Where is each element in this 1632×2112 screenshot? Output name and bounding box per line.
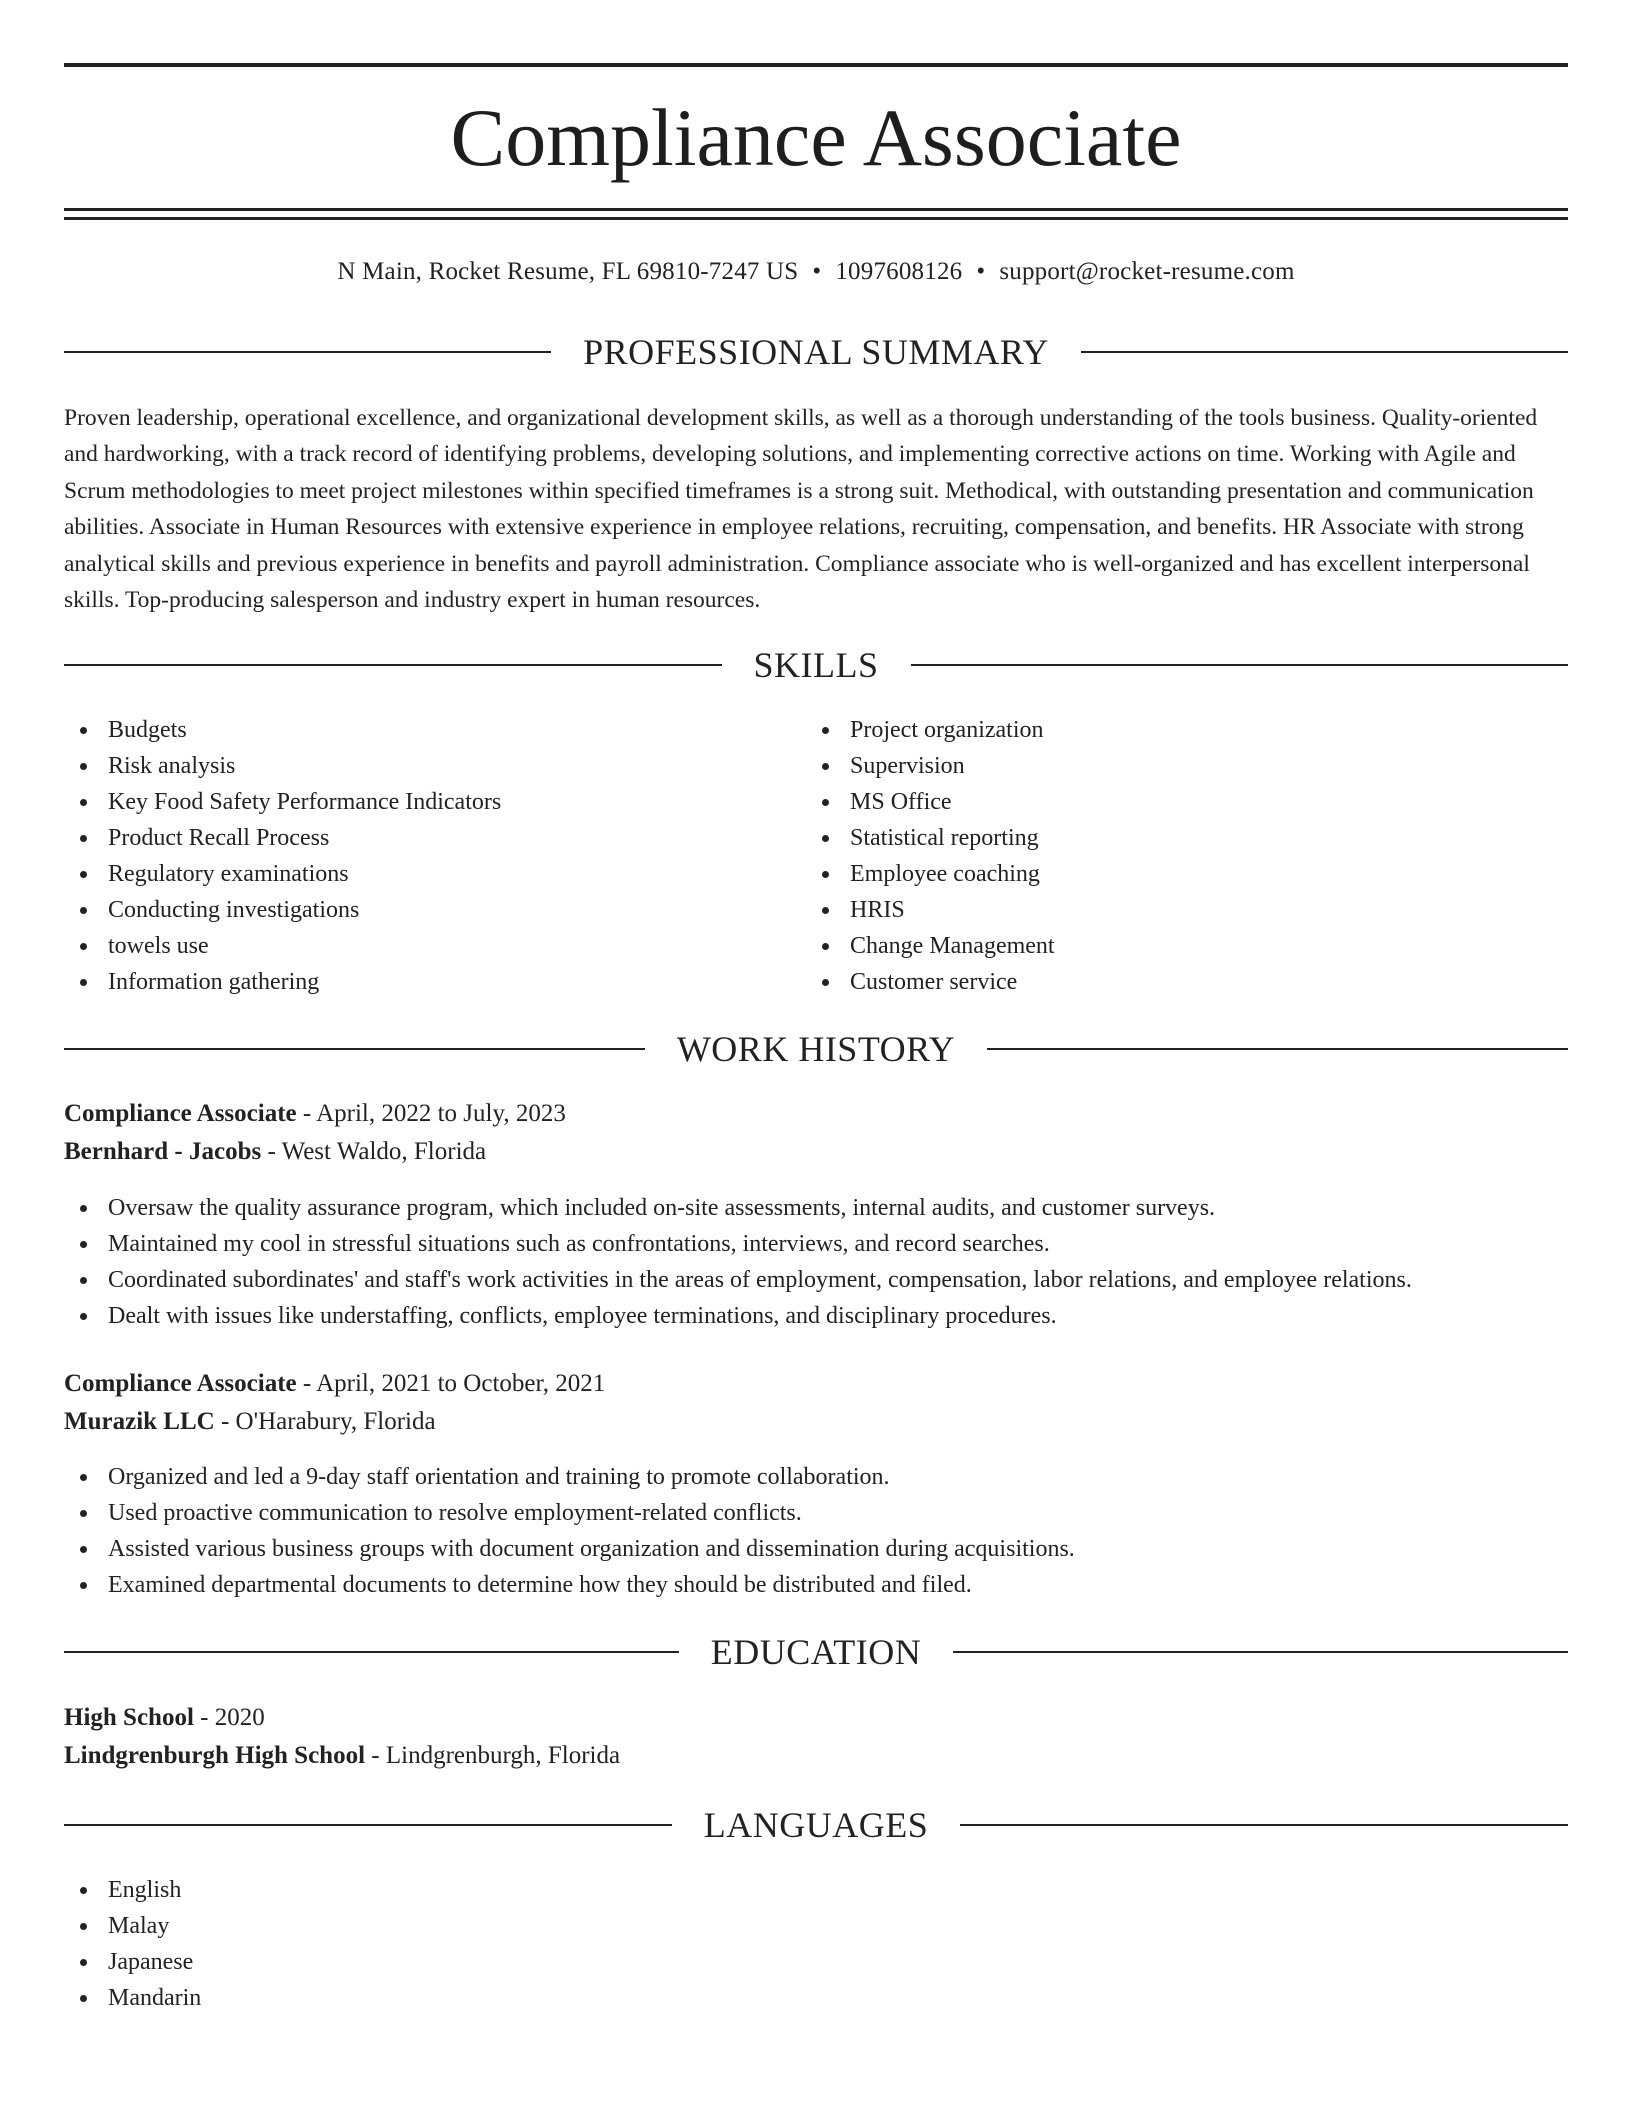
job-company: Bernhard - Jacobs [64, 1138, 262, 1165]
job-title: Compliance Associate [64, 1370, 297, 1397]
section-title: SKILLS [753, 645, 879, 685]
education-year: - 2020 [193, 1704, 265, 1731]
heading-rule [987, 1048, 1568, 1050]
language-item: English [64, 1872, 1568, 1908]
job-bullets [64, 1459, 1568, 1603]
title-double-rule [64, 208, 1568, 220]
job-title-line [64, 1096, 1568, 1132]
skill-item: Change Management [806, 928, 1506, 964]
job-bullet: Examined departmental documents to determine how they should be distributed and filed. [64, 1567, 1568, 1603]
education-school: Lindgrenburgh High School [64, 1742, 366, 1769]
skill-item: towels use [64, 928, 764, 964]
skill-item: Regulatory examinations [64, 856, 764, 892]
job-bullet: Oversaw the quality assurance program, which included on-site assessments, internal audits, and customer surveys. [64, 1190, 1568, 1226]
section-title: LANGUAGES [703, 1805, 929, 1845]
top-rule [64, 63, 1568, 67]
skill-item: Employee coaching [806, 856, 1506, 892]
skill-item: Statistical reporting [806, 820, 1506, 856]
skill-item: Budgets [64, 712, 764, 748]
section-heading-summary [64, 330, 1568, 374]
heading-rule [64, 351, 551, 353]
skill-item: Project organization [806, 712, 1506, 748]
section-heading-languages [64, 1803, 1568, 1847]
job-bullet: Dealt with issues like understaffing, conflicts, employee terminations, and disciplinary procedures. [64, 1298, 1568, 1334]
job-location: - West Waldo, Florida [261, 1138, 487, 1165]
language-item: Mandarin [64, 1980, 1568, 2016]
job-bullet: Coordinated subordinates' and staff's work activities in the areas of employment, compensation, labor relations, and employee relations. [64, 1262, 1568, 1298]
contact-address: N Main, Rocket Resume, FL 69810-7247 US [337, 258, 799, 285]
section-title: WORK HISTORY [676, 1029, 956, 1069]
heading-rule [1081, 351, 1568, 353]
heading-rule [64, 1048, 645, 1050]
heading-rule [64, 1824, 672, 1826]
heading-rule [64, 1651, 679, 1653]
job-bullet: Maintained my cool in stressful situations such as confrontations, interviews, and record searches. [64, 1226, 1568, 1262]
skills-list-right [806, 712, 1506, 1000]
job-company-line [64, 1404, 1568, 1440]
skill-item: Information gathering [64, 964, 764, 1000]
section-title: PROFESSIONAL SUMMARY [583, 332, 1049, 372]
language-item: Malay [64, 1908, 1568, 1944]
heading-rule [953, 1651, 1568, 1653]
skill-item: Product Recall Process [64, 820, 764, 856]
section-heading-education [64, 1630, 1568, 1674]
job-location: - O'Harabury, Florida [214, 1408, 436, 1435]
section-title: EDUCATION [710, 1632, 922, 1672]
job-bullet: Organized and led a 9-day staff orientation and training to promote collaboration. [64, 1459, 1568, 1495]
job-company-line [64, 1134, 1568, 1170]
job-bullet: Used proactive communication to resolve employment-related conflicts. [64, 1495, 1568, 1531]
job-dates: - April, 2021 to October, 2021 [296, 1370, 606, 1397]
contact-separator: • [812, 258, 822, 285]
job-company: Murazik LLC [64, 1408, 215, 1435]
heading-rule [960, 1824, 1568, 1826]
education-degree: High School [64, 1704, 194, 1731]
section-heading-work-history [64, 1027, 1568, 1071]
skill-item: Conducting investigations [64, 892, 764, 928]
skill-item: MS Office [806, 784, 1506, 820]
job-dates: - April, 2022 to July, 2023 [296, 1100, 566, 1127]
summary-text: Proven leadership, operational excellence, and organizational development skills, as well as a thorough understanding of the tools business. Quality-oriented and hardworking, with a track record of identifying problems, developing solutions, and implementing corrective actions on time. Working with Agile and Scrum methodologies to meet project milestones within specified timeframes is a strong suit. Methodical, with outstanding presentation and communication abilities. Associate in Human Resources with extensive experience in employee relations, recruiting, compensation, and benefits. HR Associate with strong analytical skills and previous experience in benefits and payroll administration. Compliance associate who is well-organized and has excellent interpersonal skills. Top-producing salesperson and industry expert in human resources. [64, 405, 1538, 614]
job-title-line [64, 1366, 1568, 1402]
heading-rule [911, 664, 1569, 666]
contact-separator: • [976, 258, 986, 285]
job-bullet: Assisted various business groups with document organization and dissemination during acquisitions. [64, 1531, 1568, 1567]
languages-list [64, 1872, 1568, 2016]
skills-list-left [64, 712, 764, 1000]
job-bullets [64, 1190, 1568, 1334]
resume-title: Compliance Associate [450, 92, 1182, 183]
contact-line [64, 254, 1568, 290]
skill-item: Risk analysis [64, 748, 764, 784]
section-heading-skills [64, 643, 1568, 687]
education-school-line [64, 1738, 1568, 1774]
heading-rule [64, 664, 722, 666]
contact-email[interactable]: support@rocket-resume.com [999, 258, 1295, 285]
job-title: Compliance Associate [64, 1100, 297, 1127]
skill-item: Key Food Safety Performance Indicators [64, 784, 764, 820]
skill-item: Customer service [806, 964, 1506, 1000]
education-location: - Lindgrenburgh, Florida [365, 1742, 621, 1769]
skill-item: HRIS [806, 892, 1506, 928]
education-degree-line [64, 1700, 1568, 1736]
contact-phone: 1097608126 [835, 258, 963, 285]
skill-item: Supervision [806, 748, 1506, 784]
language-item: Japanese [64, 1944, 1568, 1980]
